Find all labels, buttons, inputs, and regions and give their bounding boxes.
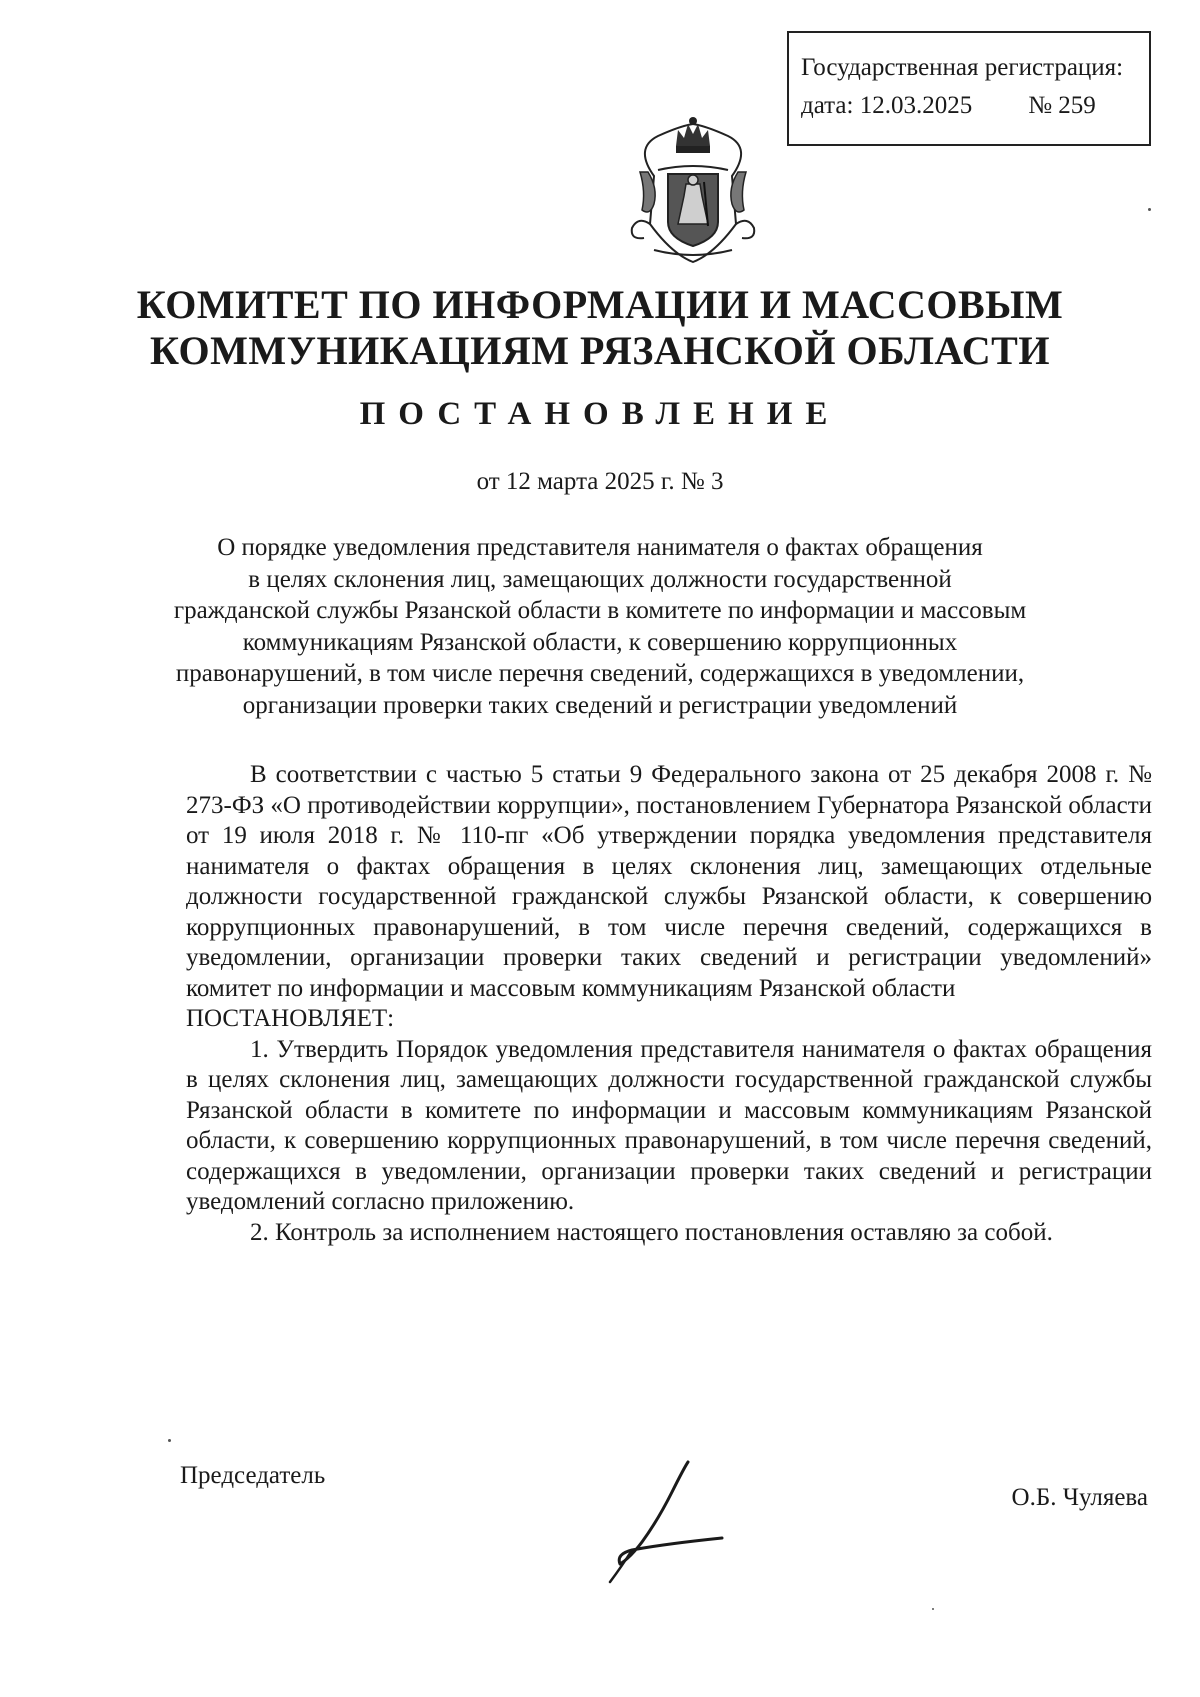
- document-type: ПОСТАНОВЛЕНИЕ: [359, 396, 841, 432]
- ryazan-coat-of-arms-icon: [624, 112, 762, 264]
- subject-line: в целях склонения лиц, замещающих должности государственной: [248, 565, 952, 593]
- signer-position: Председатель: [180, 1462, 326, 1489]
- preamble-paragraph: В соответствии с частью 5 статьи 9 Федерального закона от 25 декабря 2008 г. № 273-ФЗ «О противодействии коррупции», постановлением Губернатора Рязанской области от 19 июля 2018 г. № 110-пг «Об утверждении порядка уведомления представителя нанимателя о фактах обращения в целях склонения лиц, замещающих отдельные должности государственной гражданской службы Рязанской области, к совершению коррупционных правонарушений, в том числе перечня сведений, содержащихся в уведомлении, организации проверки таких сведений и регистрации уведомлений» комитет по информации и массовым коммуникациям Рязанской области: [186, 761, 1152, 1002]
- document-date-number: от 12 марта 2025 г. № 3: [476, 468, 724, 495]
- decree-item-1: 1. Утвердить Порядок уведомления представителя нанимателя о фактах обращения в целях склонения лиц, замещающих должности государственной гражданской службы Рязанской области в комитете по информации и массовым коммуникациям Рязанской области, к совершению коррупционных правонарушений, в том числе перечня сведений, содержащихся в уведомлении, организации проверки таких сведений и регистрации уведомлений согласно приложению.: [186, 1035, 1152, 1215]
- org-line-2: КОММУНИКАЦИЯМ РЯЗАНСКОЙ ОБЛАСТИ: [150, 328, 1050, 373]
- scan-speck: [932, 1608, 934, 1610]
- document-subject: [150, 532, 1050, 721]
- subject-line: коммуникациям Рязанской области, к совершению коррупционных: [242, 628, 958, 656]
- scan-speck: [1148, 208, 1151, 211]
- signer-name: О.Б. Чуляева: [1011, 1484, 1148, 1511]
- subject-line: организации проверки таких сведений и регистрации уведомлений: [242, 691, 958, 719]
- decree-item-2: 2. Контроль за исполнением настоящего постановления оставляю за собой.: [250, 1218, 1053, 1246]
- registration-date: дата: 12.03.2025: [801, 91, 973, 119]
- subject-line: О порядке уведомления представителя нанимателя о фактах обращения: [217, 534, 983, 561]
- issuing-authority: [0, 282, 1200, 374]
- org-line-1: КОМИТЕТ ПО ИНФОРМАЦИИ И МАССОВЫМ: [136, 282, 1064, 327]
- document-body: [186, 760, 1152, 1248]
- registration-stamp: [787, 31, 1151, 146]
- registration-title: Государственная регистрация:: [801, 54, 1124, 81]
- registration-number: № 259: [1028, 91, 1096, 119]
- subject-line: правонарушений, в том числе перечня сведений, содержащихся в уведомлении,: [175, 660, 1025, 687]
- decree-word: ПОСТАНОВЛЯЕТ:: [186, 1005, 395, 1032]
- handwritten-signature-icon: [592, 1458, 728, 1584]
- subject-line: гражданской службы Рязанской области в комитете по информации и массовым: [173, 597, 1027, 624]
- scan-speck: [168, 1439, 171, 1442]
